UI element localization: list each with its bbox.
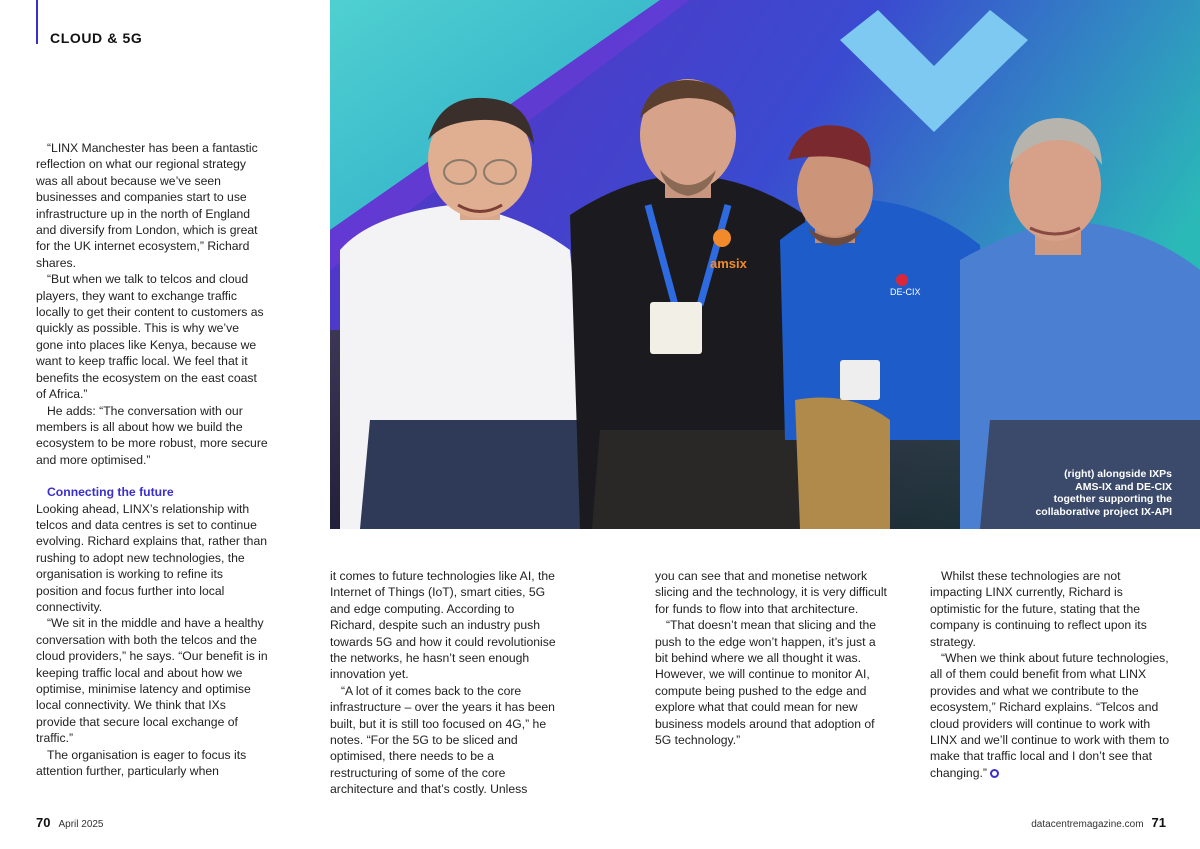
paragraph: “That doesn’t mean that slicing and the push to the edge won’t happen, it’s just a bit behind where we all thought it was. However, we will continue to monitor AI, compute being pushed to the edge and explore what that could mean for new business models around that adoption of 5G technology.” <box>655 618 877 748</box>
amsix-logo: amsix <box>710 256 747 271</box>
text-column-3 <box>655 568 887 748</box>
paragraph: it comes to future technologies like AI, the Internet of Things (IoT), smart cities, 5G and edge computing. According to Richard, despite such an industry push towards 5G and how it could revolutionise the networks, he hasn’t seen enough innovation yet. <box>330 569 556 682</box>
paragraph: “A lot of it comes back to the core infrastructure – over the years it has been built, but it is still too focused on 4G,” he notes. “For the 5G to be sliced and optimised, there needs to be a restructuring of some of the core architecture and that’s costly. Unless <box>330 683 555 797</box>
page-number-left: 70 <box>36 815 51 830</box>
paragraph: He adds: “The conversation with our members is all about how we build the ecosystem to be more robust, more secure and more optimised.” <box>36 403 268 467</box>
decix-logo: DE-CIX <box>890 287 921 297</box>
section-label: CLOUD & 5G <box>50 30 143 46</box>
page-number-right: 71 <box>1151 815 1166 830</box>
footer-right <box>1031 815 1166 830</box>
paragraph <box>930 650 1170 781</box>
text-column-1 <box>36 140 268 779</box>
subheading: Connecting the future <box>47 485 174 500</box>
photo-illustration <box>330 0 1200 529</box>
footer-left <box>36 815 104 830</box>
photo-caption <box>952 468 1172 518</box>
paragraph: you can see that and monetise network slicing and the technology, it is very difficult for funds to flow into that architecture. <box>655 569 887 616</box>
end-of-article-icon <box>990 769 999 778</box>
text-column-2 <box>330 568 562 798</box>
article-photo <box>330 0 1200 529</box>
paragraph-text: “When we think about future technologies, all of them could benefit from what LINX provides and what we contribute to the ecosystem,” Richard explains. “Telcos and cloud providers will continue to work with LINX and we’ll continue to work with them to make that traffic local and I don’t see that changing.” <box>930 651 1170 780</box>
paragraph: Whilst these technologies are not impacting LINX currently, Richard is optimistic for the future, stating that the company is continuing to reflect upon its strategy. <box>930 569 1147 649</box>
caption-line: together supporting the <box>1053 493 1172 505</box>
paragraph: Looking ahead, LINX’s relationship with telcos and data centres is set to continue evolving. Richard explains that, rather than rushing to adopt new technologies, the organisation is working to refine its position and focus further into local connectivity. <box>36 501 268 614</box>
paragraph: The organisation is eager to focus its attention further, particularly when <box>36 747 247 779</box>
paragraph: “But when we talk to telcos and cloud players, they want to exchange traffic locally to get their content to customers as quickly as possible. This is why we’ve gone into places like Kenya, because we want to keep traffic local. We feel that it benefits the ecosystem on the east coast of Africa.” <box>36 272 264 402</box>
site-url: datacentremagazine.com <box>1031 819 1144 830</box>
text-column-4 <box>930 568 1170 781</box>
issue-date: April 2025 <box>58 819 104 830</box>
paragraph: “LINX Manchester has been a fantastic reflection on what our regional strategy was all about because we’ve seen businesses and companies start to use infrastructure up in the north of England and diversify from London, which is great for the UK internet ecosystem,” Richard shares. <box>36 141 258 270</box>
paragraph: “We sit in the middle and have a healthy conversation with both the telcos and the cloud providers,” he says. “Our benefit is in keeping traffic local and about how we optimise, minimise latency and optimise local connectivity. We think that IXs provide that secure local exchange of traffic.” <box>36 616 268 746</box>
caption-line: collaborative project IX-API <box>1035 505 1172 518</box>
caption-line: AMS-IX and DE-CIX <box>1075 480 1172 493</box>
caption-line: (right) alongside IXPs <box>1064 468 1172 480</box>
section-rule <box>36 0 38 44</box>
